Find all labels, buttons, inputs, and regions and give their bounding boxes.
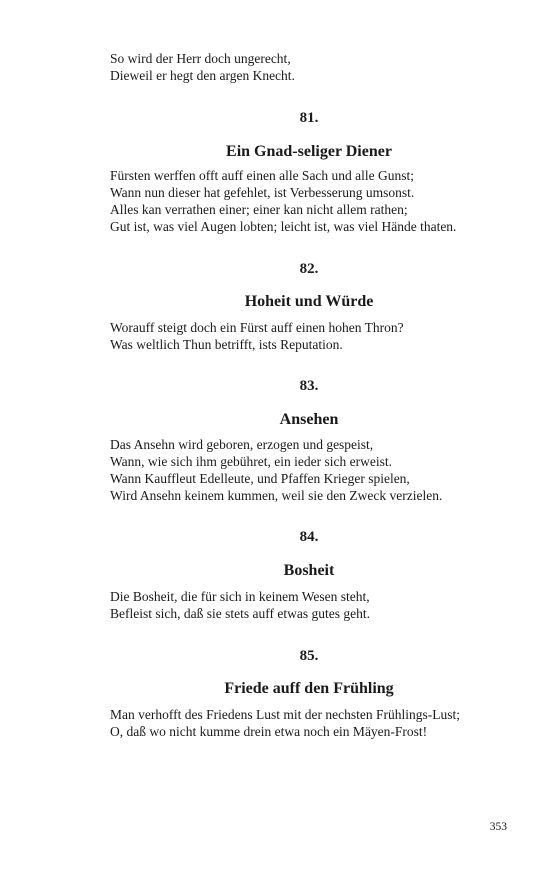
- poem-title: Bosheit: [283, 562, 335, 579]
- poem-line: Was weltlich Thun betrifft, ists Reputation.: [110, 337, 343, 352]
- intro-line: So wird der Herr doch ungerecht,: [110, 51, 291, 66]
- poem-number: 82.: [299, 261, 319, 277]
- poem-line: Worauff steigt doch ein Fürst auff einen hohen Thron?: [110, 320, 404, 335]
- poem-line: Fürsten werffen offt auff einen alle Sach und alle Gunst;: [110, 168, 415, 183]
- poem-line: Gut ist, was viel Augen lobten; leicht ist, was viel Hände thaten.: [110, 219, 457, 234]
- poem-line: Wird Ansehn keinem kummen, weil sie den Zweck verzielen.: [110, 488, 443, 503]
- page-number: 353: [489, 821, 507, 833]
- poem-line: O, daß wo nicht kumme drein etwa noch ein Mäyen-Frost!: [110, 724, 428, 739]
- poem-title: Hoheit und Würde: [244, 293, 374, 310]
- poem-line: Wann, wie sich ihm gebühret, ein ieder sich erweist.: [110, 454, 392, 469]
- poem-title: Ansehen: [279, 411, 339, 428]
- poem-title: Ein Gnad-seliger Diener: [226, 143, 392, 160]
- poem-number: 84.: [299, 529, 319, 545]
- poem-line: Wann nun dieser hat gefehlet, ist Verbesserung umsonst.: [110, 185, 415, 200]
- poem-line: Befleist sich, daß sie stets auff etwas gutes geht.: [110, 606, 370, 621]
- poem-number: 83.: [299, 378, 319, 394]
- poem-number: 85.: [299, 648, 319, 664]
- poem-line: Die Bosheit, die für sich in keinem Wesen steht,: [110, 589, 370, 604]
- poem-line: Man verhofft des Friedens Lust mit der nechsten Frühlings-Lust;: [110, 707, 460, 722]
- poem-line: Wann Kauffleut Edelleute, und Pfaffen Krieger spielen,: [110, 471, 410, 486]
- poem-line: Das Ansehn wird geboren, erzogen und gespeist,: [110, 437, 374, 452]
- intro-line: Dieweil er hegt den argen Knecht.: [110, 68, 295, 83]
- poem-line: Alles kan verrathen einer; einer kan nicht allem rathen;: [110, 202, 408, 217]
- poem-title: Friede auff den Frühling: [224, 680, 394, 697]
- poem-number: 81.: [299, 110, 319, 126]
